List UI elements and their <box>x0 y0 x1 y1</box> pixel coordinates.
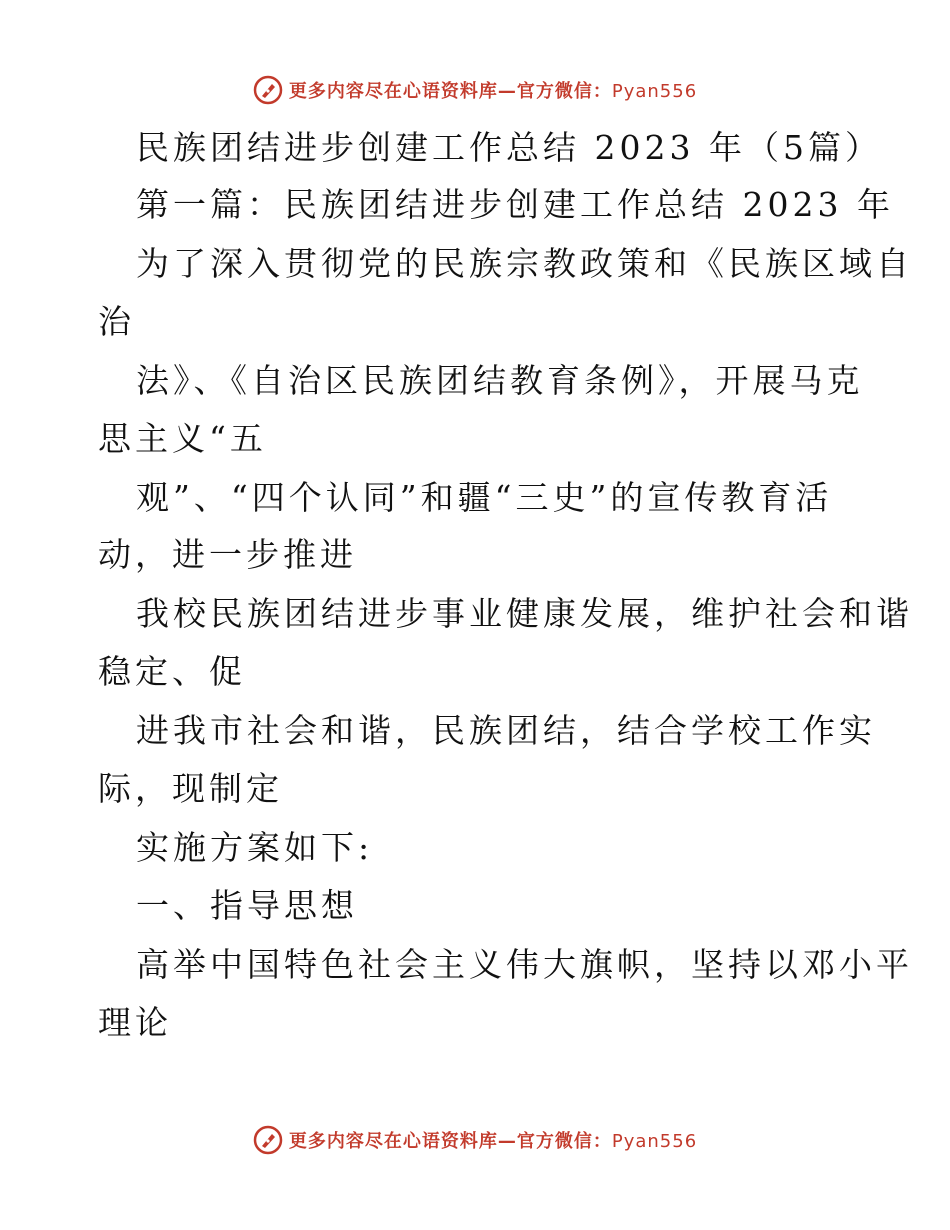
doc-title: 民族团结进步创建工作总结 2023 年（5篇） <box>136 128 882 167</box>
banner-handle: Pyan556 <box>611 81 698 102</box>
paragraph-line: 治 <box>98 302 135 341</box>
paragraph-line: 我校民族团结进步事业健康发展，维护社会和谐 <box>136 594 913 633</box>
banner-text: 更多内容尽在心语资料库—官方微信：Pyan556 <box>288 81 698 102</box>
paragraph-line: 高举中国特色社会主义伟大旗帜，坚持以邓小平 <box>136 945 913 984</box>
banner-handle: Pyan556 <box>611 1131 698 1152</box>
pen-nib-circle-icon <box>253 1125 283 1155</box>
section-heading: 第一篇：民族团结进步创建工作总结 2023 年 <box>136 185 894 224</box>
paragraph-line: 为了深入贯彻党的民族宗教政策和《民族区域自 <box>136 244 913 283</box>
paragraph-line: 稳定、促 <box>98 652 246 691</box>
paragraph-line: 实施方案如下: <box>136 828 374 867</box>
paragraph-line: 观”、“四个认同”和疆“三史”的宣传教育活 <box>136 478 833 517</box>
paragraph-line: 法》、《自治区民族团结教育条例》，开展马克 <box>136 361 864 400</box>
subsection-heading: 一、指导思想 <box>136 886 358 925</box>
banner-text: 更多内容尽在心语资料库—官方微信：Pyan556 <box>288 1131 698 1152</box>
paragraph-line: 思主义“五 <box>98 419 267 458</box>
footer-watermark-banner <box>0 1120 950 1160</box>
header-watermark-banner <box>0 70 950 110</box>
paragraph-line: 理论 <box>98 1003 172 1042</box>
paragraph-line: 际，现制定 <box>98 769 283 808</box>
paragraph-line: 动，进一步推进 <box>98 535 357 574</box>
paragraph-line: 进我市社会和谐，民族团结，结合学校工作实 <box>136 711 876 750</box>
pen-nib-circle-icon <box>253 75 283 105</box>
